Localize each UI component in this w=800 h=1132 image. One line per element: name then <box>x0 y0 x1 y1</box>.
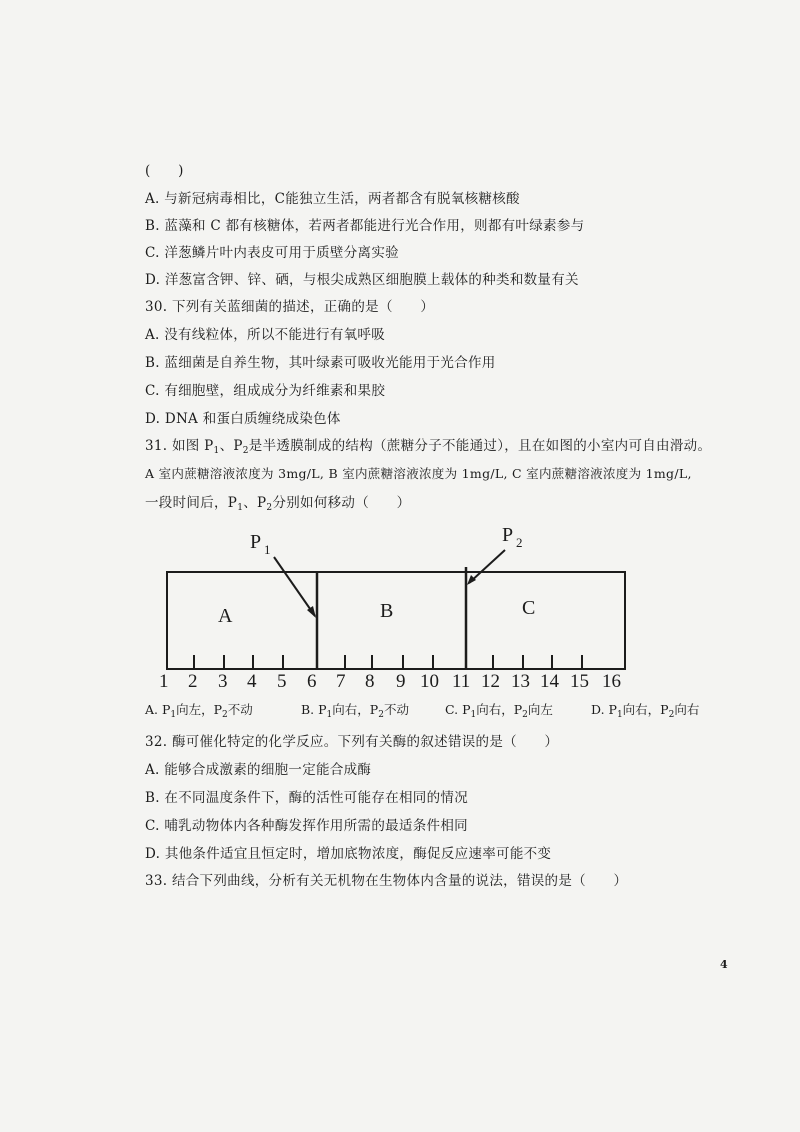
q30-option-b: B. 蓝细菌是自养生物，其叶绿素可吸收光能用于光合作用 <box>145 355 496 371</box>
scale-label: 12 <box>481 671 500 690</box>
scale-label: 9 <box>396 671 406 690</box>
scale-label: 16 <box>602 671 621 690</box>
q32-option-b: B. 在不同温度条件下，酶的活性可能存在相同的情况 <box>145 790 469 806</box>
q32-option-d: D. 其他条件适宜且恒定时，增加底物浓度，酶促反应速率可能不变 <box>145 846 552 862</box>
scale-label: 1 <box>159 671 169 690</box>
q32-stem: 32. 酶可催化特定的化学反应。下列有关酶的叙述错误的是（ ） <box>145 734 559 750</box>
q30-option-a: A. 没有线粒体，所以不能进行有氧呼吸 <box>145 327 386 343</box>
scale-ticks <box>194 655 582 669</box>
q29-option-b: B. 蓝藻和 C 都有核糖体，若两者都能进行光合作用，则都有叶绿素参与 <box>145 218 585 234</box>
q31-stem-line3: 一段时间后，$P_1$、$P_2$分别如何移动（ ） <box>145 495 411 513</box>
scale-label: 2 <box>188 671 198 690</box>
q29-blank: ( ) <box>145 163 184 179</box>
chamber-diagram <box>150 525 640 690</box>
scale-label: 4 <box>247 671 257 690</box>
q29-option-c: C. 洋葱鳞片叶内表皮可用于质壁分离实验 <box>145 245 399 261</box>
q31-stem-line2: A 室内蔗糖溶液浓度为 3mg/L, B 室内蔗糖溶液浓度为 1mg/L, C 室内蔗糖溶液浓度为 1mg/L, <box>145 466 692 481</box>
q30-option-c: C. 有细胞壁，组成成分为纤维素和果胶 <box>145 383 386 399</box>
scale-label: 5 <box>277 671 287 690</box>
q29-option-d: D. 洋葱富含钾、锌、硒，与根尖成熟区细胞膜上载体的种类和数量有关 <box>145 272 579 288</box>
q30-stem: 30. 下列有关蓝细菌的描述，正确的是（ ） <box>145 299 435 315</box>
label-p2: P <box>502 525 514 546</box>
scale-label: 14 <box>540 671 559 690</box>
q31-options <box>145 700 725 720</box>
room-a-label: A <box>218 605 233 627</box>
scale-label: 10 <box>420 671 439 690</box>
arrow-p1 <box>274 557 315 616</box>
scale-label: 6 <box>307 671 317 690</box>
scale-label: 7 <box>336 671 346 690</box>
scale-label: 11 <box>452 671 471 690</box>
page-number: 4 <box>720 958 728 971</box>
q31-option-a: A. $P_1$向左，$P_2$不动 <box>145 702 253 720</box>
scale-label: 8 <box>365 671 375 690</box>
scale-label: 13 <box>511 671 530 690</box>
label-p1: P <box>250 531 262 553</box>
q29-option-a: A. 与新冠病毒相比，C能独立生活，两者都含有脱氧核糖核酸 <box>145 191 520 207</box>
q31-stem-line1: 31. 如图 $P_1$、$P_2$是半透膜制成的结构（蔗糖分子不能通过），且在如图的小室内可自由滑动。 <box>145 438 712 456</box>
arrow-p2 <box>469 550 505 583</box>
room-c-label: C <box>522 597 536 619</box>
q31-option-d: D. $P_1$向右，$P_2$向右 <box>591 702 700 720</box>
room-b-label: B <box>380 600 394 622</box>
q31-option-c: C. $P_1$向右，$P_2$向左 <box>445 702 553 720</box>
chamber-outline <box>167 572 625 669</box>
label-p2-sub: 2 <box>516 535 523 550</box>
q32-option-a: A. 能够合成激素的细胞一定能合成酶 <box>145 762 372 778</box>
q32-option-c: C. 哺乳动物体内各种酶发挥作用所需的最适条件相同 <box>145 818 468 834</box>
q30-option-d: D. DNA 和蛋白质缠绕成染色体 <box>145 411 341 427</box>
label-p1-sub: 1 <box>264 542 271 557</box>
scale-label: 15 <box>570 671 589 690</box>
q33-stem: 33. 结合下列曲线，分析有关无机物在生物体内含量的说法，错误的是（ ） <box>145 873 628 889</box>
scale-label: 3 <box>218 671 228 690</box>
q31-option-b: B. $P_1$向右，$P_2$不动 <box>301 702 409 720</box>
